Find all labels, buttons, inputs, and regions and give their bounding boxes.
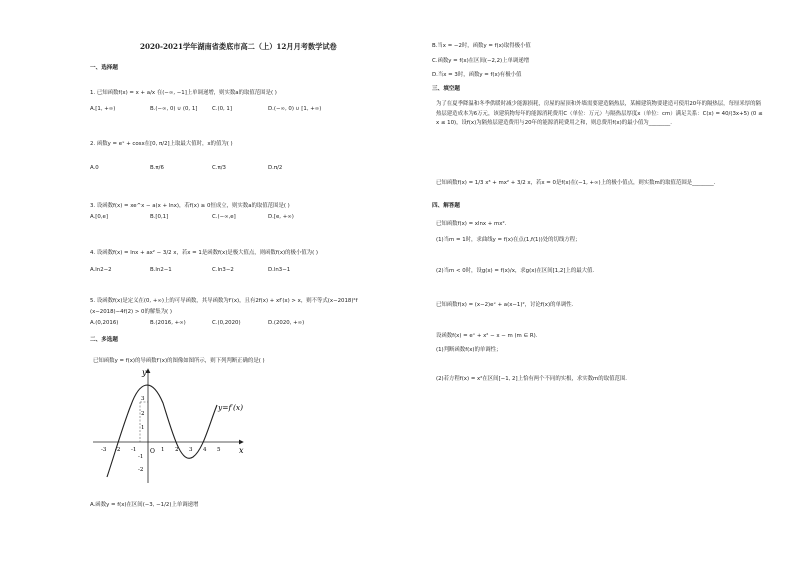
q1-option-b: B.(−∞, 0) ∪ (0, 1] — [150, 106, 198, 112]
solution-3: 设函数f(x) = eˣ + x² − x − m (m ∈ R). — [436, 333, 538, 339]
q4-option-b: B.ln2−1 — [150, 267, 172, 273]
multi-option-d: D.当x = 3时，函数y = f(x)有极小值 — [432, 72, 522, 78]
x-axis-label: x — [239, 446, 244, 455]
x-tick: 2 — [175, 447, 179, 453]
x-tick: 3 — [189, 447, 193, 453]
q1-option-a: A.[1, +∞) — [90, 106, 116, 112]
q3-option-c: C.(−∞,e] — [212, 214, 236, 220]
multi-question-1: 已知函数y = f(x)的导函数f′(x)的图像如图所示，则下列判断正确的是( ) — [93, 358, 265, 364]
question-5-line-1: 5. 设函数f(x)是定义在(0, +∞)上的可导函数，其导函数为f′(x)，且有2f(x) + xf′(x) > x，则不等式(x−2018)²f — [90, 298, 358, 304]
y-tick: 1 — [141, 425, 145, 431]
solution-1: 已知函数f(x) = xlnx + mx². — [436, 221, 507, 227]
q1-option-d: D.(−∞, 0) ∪ [1, +∞) — [268, 106, 322, 112]
solution-3-part-2: (2)若方程f(x) = x²在区间[−1, 2]上恰有两个不同的实根，求实数m的取值范围. — [436, 376, 627, 382]
q3-option-a: A.[0,e] — [90, 214, 108, 220]
solution-1-part-2: (2)当m < 0时，设g(x) = f(x)/x，求g(x)在区间[1,2]上的最大值. — [436, 268, 595, 274]
fill-question-2: 已知函数f(x) = 1/3 x³ + mx² + 3/2 x，若x = 0是f(x)在(−1, +∞)上的极小值点，则实数m的取值范围是________. — [436, 180, 716, 186]
q2-option-a: A.0 — [90, 165, 99, 171]
q5-option-d: D.(2020, +∞) — [268, 320, 305, 326]
multi-option-a: A.函数y = f(x)在区间(−3, −1/2)上单调递增 — [90, 502, 199, 508]
q4-option-a: A.ln2−2 — [90, 267, 112, 273]
x-tick: 4 — [203, 447, 207, 453]
origin-label: O — [150, 448, 155, 455]
question-3: 3. 设函数f(x) = xe^x − a(x + lnx)，若f(x) ≥ 0恒成立，则实数a的取值范围是( ) — [90, 203, 290, 209]
q3-option-b: B.[0,1] — [150, 214, 169, 220]
y-tick: 2 — [141, 411, 145, 417]
q2-option-c: C.π/3 — [212, 165, 226, 171]
solution-1-part-1: (1)当m = 1时，求曲线y = f(x)在点(1,f(1))处的切线方程； — [436, 237, 581, 243]
q2-option-d: D.π/2 — [268, 165, 283, 171]
q5-option-a: A.(0,2016) — [90, 320, 119, 326]
x-tick: -2 — [115, 447, 121, 453]
q4-option-d: D.ln3−1 — [268, 267, 291, 273]
q5-option-c: C.(0,2020) — [212, 320, 241, 326]
derivative-curve — [107, 385, 217, 477]
section-solution: 四、解答题 — [432, 203, 460, 209]
section-multi-choice: 二、多选题 — [90, 337, 118, 343]
multi-option-b: B.当x = −2时，函数y = f(x)取得极小值 — [432, 43, 531, 49]
question-5-line-2: (x−2018)−4f(2) > 0的解集为( ) — [90, 309, 172, 315]
x-tick: -1 — [131, 447, 137, 453]
x-tick: -3 — [101, 447, 107, 453]
q1-option-c: C.(0, 1] — [212, 106, 232, 112]
x-tick: 5 — [217, 447, 221, 453]
solution-2: 已知函数f(x) = (x−2)eˣ + a(x−1)²，讨论f(x)的单调性. — [436, 302, 574, 308]
question-1: 1. 已知函数f(x) = x + a/x 在(−∞, −1]上单调递增，则实数a的取值范围是( ) — [90, 90, 277, 96]
y-tick: 3 — [141, 396, 145, 402]
y-tick: -1 — [138, 454, 144, 460]
q4-option-c: C.ln3−2 — [212, 267, 234, 273]
section-choice: 一、选择题 — [90, 65, 118, 71]
y-axis-label: y — [142, 368, 147, 377]
q5-option-b: B.(2016, +∞) — [150, 320, 186, 326]
multi-option-c: C.函数y = f(x)在区间(−2,2)上单调递增 — [432, 58, 530, 64]
x-tick: 1 — [161, 447, 165, 453]
title: 2020-2021学年湖南省娄底市高二（上）12月月考数学试卷 — [140, 42, 337, 51]
derivative-graph — [93, 365, 253, 485]
y-tick: -2 — [138, 467, 144, 473]
question-2: 2. 函数y = eˣ + cosx在[0, π/2]上取最大值时，x的值为( ) — [90, 141, 233, 147]
curve-label: y=f′(x) — [218, 403, 244, 412]
question-4: 4. 设函数f(x) = lnx + ax² − 3/2 x，若x = 1是函数f(x)是极大值点，则函数f(x)的极小值为( ) — [90, 250, 318, 256]
q2-option-b: B.π/6 — [150, 165, 164, 171]
fill-question-1: 为了在夏季降温和冬季供暖时减少能源损耗，房屋的屋顶和外墙需要建造隔热层，某幢建筑物要建造可使用20年的隔热层，每厘米厚的隔热层建造成本为6万元，该建筑物每年的能源消耗费用C（单位：万元）与隔热层厚度x（单位：cm）满足关系：C(x) = 40/(3x+5) (0 ≤ x ≤ 10)，设f(x)为隔热层建造费用与20年的能源消耗费用之和，则总费用f(x)的最小值为________. — [436, 101, 763, 126]
solution-3-part-1: (1)判断函数f(x)的单调性； — [436, 347, 502, 353]
q3-option-d: D.[e, +∞) — [268, 214, 294, 220]
section-fill-in: 三、填空题 — [432, 86, 460, 92]
